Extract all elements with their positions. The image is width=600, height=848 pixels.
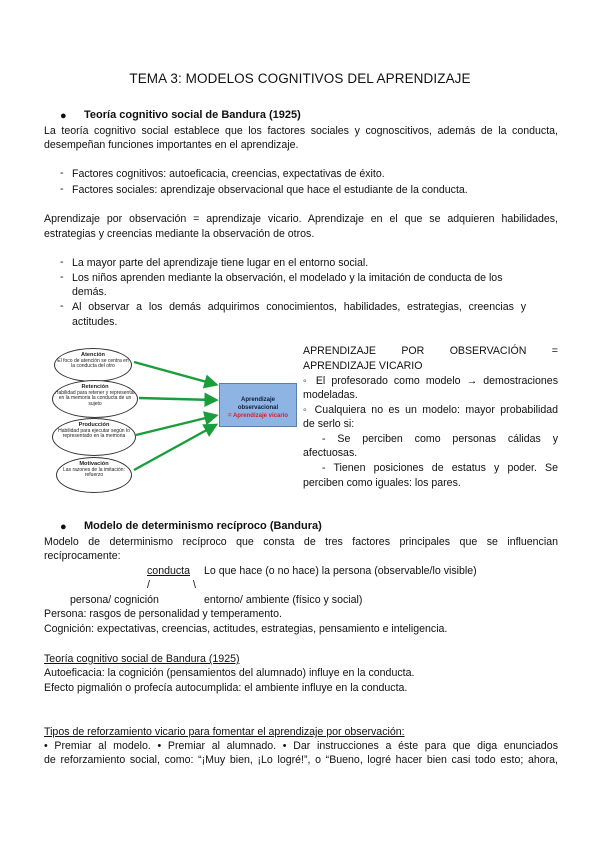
list-item-continuation: actitudes. [72,316,118,328]
oval-attention [54,348,132,382]
dash-marker: - [60,167,64,179]
oval-title: Atención [81,352,105,358]
list-item-continuation: demás. [72,286,107,298]
oval-text: Las razones de la imitación: refuerzo [63,466,125,479]
list-item: Los niños aprenden mediante la observación, el modelado y la imitación de conducta de los [72,272,503,284]
oval-text: El foco de atención se centra en la conducta del otro [57,357,129,370]
oval-production [52,418,136,456]
right-text-line: perciben como iguales: los pares. [303,477,461,489]
entorno-label: entorno/ ambiente (físico y social) [204,594,363,606]
observational-learning-box [219,383,297,427]
page-title: TEMA 3: MODELOS COGNITIVOS DEL APRENDIZAJE [129,71,471,86]
arrow-retention [139,398,214,400]
dash-marker: - [60,256,64,268]
right-text-line: afectuosas. [303,447,358,459]
dash-marker: - [60,183,64,195]
paragraph-line: de reforzamiento social, como: “¡Muy bien, ¡Lo logré!”, o “Bueno, logré hacer bien casi todo esto; ahora, [44,754,558,766]
section-heading-bandura: Teoría cognitivo social de Bandura (1925) [84,109,301,121]
paragraph-line: • Premiar al modelo. • Premiar al alumnado. • Dar instrucciones a éste para que diga enunciados [44,740,558,752]
paragraph-line: La teoría cognitivo social establece que los factores sociales y cognoscitivos, además de la conducta, [44,125,558,137]
slash-connector: / [147,579,150,591]
section-heading-underlined: Tipos de reforzamiento vicario para fomentar el aprendizaje por observación: [44,726,405,738]
oval-text: Habilidad para ejecutar según lo representado en la memoria [58,427,130,440]
heading-word: = [551,345,558,357]
oval-title: Retención [81,384,109,390]
persona-definition: Persona: rasgos de personalidad y temperamento. [44,608,282,620]
paragraph-line: recíprocamente: [44,550,121,562]
section-heading-reciprocal: Modelo de determinismo recíproco (Bandura) [84,520,322,532]
bullet-icon: ● [60,521,67,533]
conducta-label: conducta [147,565,190,577]
right-text-line: ◦ Cualquiera no es un modelo: mayor probabilidad [303,404,558,416]
oval-retention [52,380,138,418]
right-text-line: modeladas. [303,389,358,401]
conducta-description: Lo que hace (o no hace) la persona (observable/lo visible) [204,565,477,577]
bullet-icon: ● [60,110,67,122]
right-text-line: de serlo si: [303,418,355,430]
list-item: La mayor parte del aprendizaje tiene lugar en el entorno social. [72,257,369,269]
heading-word: POR [401,345,425,357]
dash-marker: - [60,300,64,312]
oval-title: Motivación [79,461,109,467]
observational-learning-diagram [44,340,294,498]
heading-word: OBSERVACIÓN [449,345,527,357]
right-text-line: - Tienen posiciones de estatus y poder. Se [322,462,558,474]
heading-word: APRENDIZAJE [303,345,376,357]
backslash-connector: \ [193,579,196,591]
section-heading-underlined: Teoría cognitivo social de Bandura (1925) [44,653,240,665]
persona-cognicion-label: persona/ cognición [70,594,159,606]
cognicion-definition: Cognición: expectativas, creencias, actitudes, estrategias, pensamiento e inteligencia. [44,623,448,635]
box-title: Aprendizaje observacional [237,397,279,411]
oval-title: Producción [78,422,110,428]
oval-motivation [56,457,132,493]
paragraph-line: desempeñan funciones importantes en el aprendizaje. [44,139,299,151]
list-item: Factores sociales: aprendizaje observacional que hace el estudiante de la conducta. [72,184,468,196]
list-item: Factores cognitivos: autoeficacia, creencias, expectativas de éxito. [72,168,385,180]
list-item: Al observar a los demás adquirimos conocimientos, habilidades, estrategias, creencias y [72,301,526,313]
paragraph-line: Efecto pigmalión o profecía autocumplida: el ambiente influye en la conducta. [44,682,408,694]
right-text-line: - Se perciben como personas cálidas y [322,433,558,445]
right-heading-line [303,344,558,359]
right-text-line: ◦ El profesorado como modelo → demostraciones [303,375,558,387]
paragraph-line: Aprendizaje por observación = aprendizaje vicario. Aprendizaje en el que se adquieren habilidades, [44,213,558,225]
paragraph-line: estrategias y creencias mediante la observación de otros. [44,228,315,240]
dash-marker: - [60,271,64,283]
paragraph-line: Autoeficacia: la cognición (pensamientos del alumnado) influye en la conducta. [44,667,415,679]
paragraph-line: Modelo de determinismo recíproco que consta de tres factores principales que se influencian [44,536,558,548]
right-text-line: APRENDIZAJE VICARIO [303,360,423,372]
arrow-attention [134,362,214,384]
oval-text: Habilidad para retener y representar en la memoria la conducta de un sujeto [54,389,136,407]
box-subtitle: = Aprendizaje vicario [228,413,288,419]
